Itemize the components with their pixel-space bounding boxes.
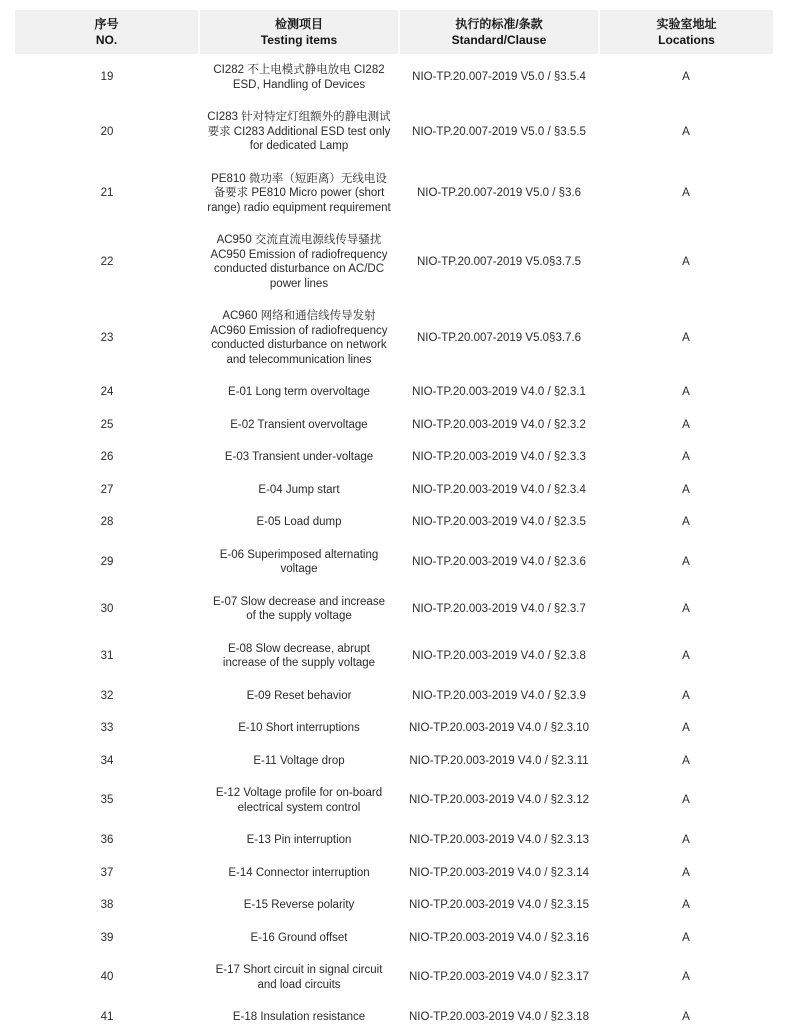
standard-clause-cell: NIO-TP.20.003-2019 V4.0 / §2.3.2 [412,418,586,431]
location-cell: A [682,834,690,846]
location-cell: A [682,418,690,431]
standard-clause-cell: NIO-TP.20.003-2019 V4.0 / §2.3.12 [408,794,590,807]
row-number-cell: 35 [100,794,114,807]
standard-clause-cell: NIO-TP.20.003-2019 V4.0 / §2.3.16 [408,931,590,944]
standard-clause-cell: NIO-TP.20.007-2019 V5.0§3.7.6 [416,331,582,344]
standard-clause-cell: NIO-TP.20.003-2019 V4.0 / §2.3.1 [412,386,586,398]
row-number-cell: 33 [100,722,114,734]
location-cell: A [682,689,690,702]
standard-clause-cell: NIO-TP.20.003-2019 V4.0 / §2.3.15 [408,899,590,911]
location-cell: A [682,125,690,138]
location-cell: A [682,602,690,615]
header-cell-standard-clause [399,10,599,54]
header-no-zh: 序号 [94,17,119,31]
standard-clause-cell: NIO-TP.20.003-2019 V4.0 / §2.3.4 [412,483,586,496]
row-number-cell: 25 [100,418,114,431]
table-row [15,539,773,586]
row-number-cell: 27 [100,483,114,496]
location-cell: A [682,722,690,734]
table-row [15,889,773,922]
table-row [15,712,773,745]
location-cell: A [682,451,690,463]
table-row [15,54,773,101]
standard-clause-cell: NIO-TP.20.003-2019 V4.0 / §2.3.7 [412,602,586,615]
testing-item-cell: E-02 Transient overvoltage [230,418,368,431]
table-header-row [15,10,773,54]
location-cell: A [682,649,690,662]
table-row [15,680,773,713]
standard-clause-cell: NIO-TP.20.007-2019 V5.0 / §3.6 [416,187,582,199]
testing-item-cell: CI282 不上电模式静电放电 CI282 ESD, Handling of Devices [213,64,385,91]
row-number-cell: 24 [100,386,114,398]
testing-item-cell: E-04 Jump start [258,483,340,496]
table-body [15,54,773,1034]
row-number-cell: 23 [100,331,114,344]
location-cell: A [682,971,690,984]
testing-item-cell: PE810 微功率（短距离）无线电设备要求 PE810 Micro power (short range) radio equipment requirement [207,172,391,214]
location-cell: A [682,71,690,84]
table-header [15,10,773,54]
table-row [15,586,773,633]
testing-item-cell: E-11 Voltage drop [253,754,345,767]
row-number-cell: 29 [100,555,114,568]
table-row [15,633,773,680]
testing-item-cell: CI283 针对特定灯组额外的静电测试要求 CI283 Additional ESD test only for dedicated Lamp [207,111,391,152]
table-row [15,409,773,442]
testing-item-cell: E-18 Insulation resistance [232,1011,366,1023]
row-number-cell: 32 [100,689,114,702]
location-cell: A [682,899,690,911]
location-cell: A [682,794,690,807]
row-number-cell: 31 [100,649,114,662]
row-number-cell: 20 [100,125,114,138]
testing-item-cell: E-07 Slow decrease and increase of the supply voltage [213,595,385,622]
standard-clause-cell: NIO-TP.20.003-2019 V4.0 / §2.3.8 [412,649,586,662]
table-row [15,101,773,163]
location-cell: A [682,754,690,767]
testing-item-cell: E-10 Short interruptions [238,722,360,734]
row-number-cell: 36 [100,834,114,846]
location-cell: A [682,931,690,944]
testing-item-cell: E-12 Voltage profile for on-board electrical system control [215,787,383,814]
row-number-cell: 19 [100,71,114,84]
row-number-cell: 28 [100,516,114,528]
table-row [15,163,773,225]
testing-item-cell: E-01 Long term overvoltage [228,386,370,398]
testing-item-cell: E-16 Ground offset [250,931,348,944]
location-cell: A [682,331,690,344]
standard-clause-cell: NIO-TP.20.003-2019 V4.0 / §2.3.10 [408,722,590,734]
testing-item-cell: E-17 Short circuit in signal circuit and load circuits [215,964,383,991]
header-cell-locations [599,10,773,54]
table-row [15,300,773,376]
table-row [15,224,773,300]
header-cell-testing-items [199,10,399,54]
row-number-cell: 38 [100,899,114,911]
location-cell: A [682,866,690,879]
standard-clause-cell: NIO-TP.20.003-2019 V4.0 / §2.3.14 [408,866,590,879]
row-number-cell: 30 [100,602,114,615]
table-row [15,745,773,778]
standard-clause-cell: NIO-TP.20.003-2019 V4.0 / §2.3.17 [408,971,590,984]
standard-clause-cell: NIO-TP.20.007-2019 V5.0§3.7.5 [416,255,582,268]
table-row [15,1001,773,1034]
header-no-en: NO. [95,33,118,47]
header-locations-zh: 实验室地址 [656,17,717,31]
testing-item-cell: E-08 Slow decrease, abrupt increase of the supply voltage [222,642,376,669]
standard-clause-cell: NIO-TP.20.003-2019 V4.0 / §2.3.5 [412,516,586,528]
testing-item-cell: E-06 Superimposed alternating voltage [219,548,379,575]
row-number-cell: 34 [100,754,114,767]
location-cell: A [682,555,690,568]
table-row [15,441,773,474]
header-standard-clause-zh: 执行的标准/条款 [455,17,543,31]
standard-clause-cell: NIO-TP.20.003-2019 V4.0 / §2.3.18 [408,1011,590,1023]
header-standard-clause-en: Standard/Clause [451,33,547,47]
row-number-cell: 40 [100,971,114,984]
testing-item-cell: E-14 Connector interruption [228,866,370,879]
location-cell: A [682,483,690,496]
testing-item-cell: E-15 Reverse polarity [243,899,355,911]
table-row [15,506,773,539]
table-row [15,922,773,955]
location-cell: A [682,386,690,398]
table-row [15,954,773,1001]
location-cell: A [682,187,690,199]
location-cell: A [682,1011,690,1023]
testing-item-cell: AC950 交流直流电源线传导骚扰 AC950 Emission of radiofrequency conducted disturbance on AC/DC power lines [210,234,388,290]
table-row [15,777,773,824]
row-number-cell: 21 [100,187,114,199]
testing-item-cell: E-13 Pin interruption [246,834,352,846]
header-testing-items-en: Testing items [260,33,338,47]
standard-clause-cell: NIO-TP.20.003-2019 V4.0 / §2.3.11 [409,754,589,767]
header-locations-en: Locations [658,33,715,47]
testing-item-cell: E-09 Reset behavior [246,689,352,702]
testing-item-cell: E-05 Load dump [256,516,342,528]
table-row [15,376,773,409]
table-row [15,857,773,890]
testing-item-cell: E-03 Transient under-voltage [224,451,374,463]
row-number-cell: 37 [100,866,114,879]
row-number-cell: 22 [100,255,114,268]
testing-items-table [15,10,773,1034]
standard-clause-cell: NIO-TP.20.007-2019 V5.0 / §3.5.5 [412,125,586,138]
location-cell: A [682,255,690,268]
standard-clause-cell: NIO-TP.20.003-2019 V4.0 / §2.3.3 [412,451,586,463]
header-testing-items-zh: 检测项目 [274,17,323,31]
testing-item-cell: AC960 网络和通信线传导发射 AC960 Emission of radiofrequency conducted disturbance on network and telecommunication lines [210,310,388,366]
table-row [15,474,773,507]
standard-clause-cell: NIO-TP.20.003-2019 V4.0 / §2.3.6 [412,555,586,568]
table-row [15,824,773,857]
row-number-cell: 26 [100,451,114,463]
standard-clause-cell: NIO-TP.20.007-2019 V5.0 / §3.5.4 [412,71,586,84]
location-cell: A [682,516,690,528]
standard-clause-cell: NIO-TP.20.003-2019 V4.0 / §2.3.13 [408,834,590,846]
row-number-cell: 39 [100,931,114,944]
row-number-cell: 41 [100,1011,114,1023]
standard-clause-cell: NIO-TP.20.003-2019 V4.0 / §2.3.9 [412,689,586,702]
header-cell-no [15,10,199,54]
